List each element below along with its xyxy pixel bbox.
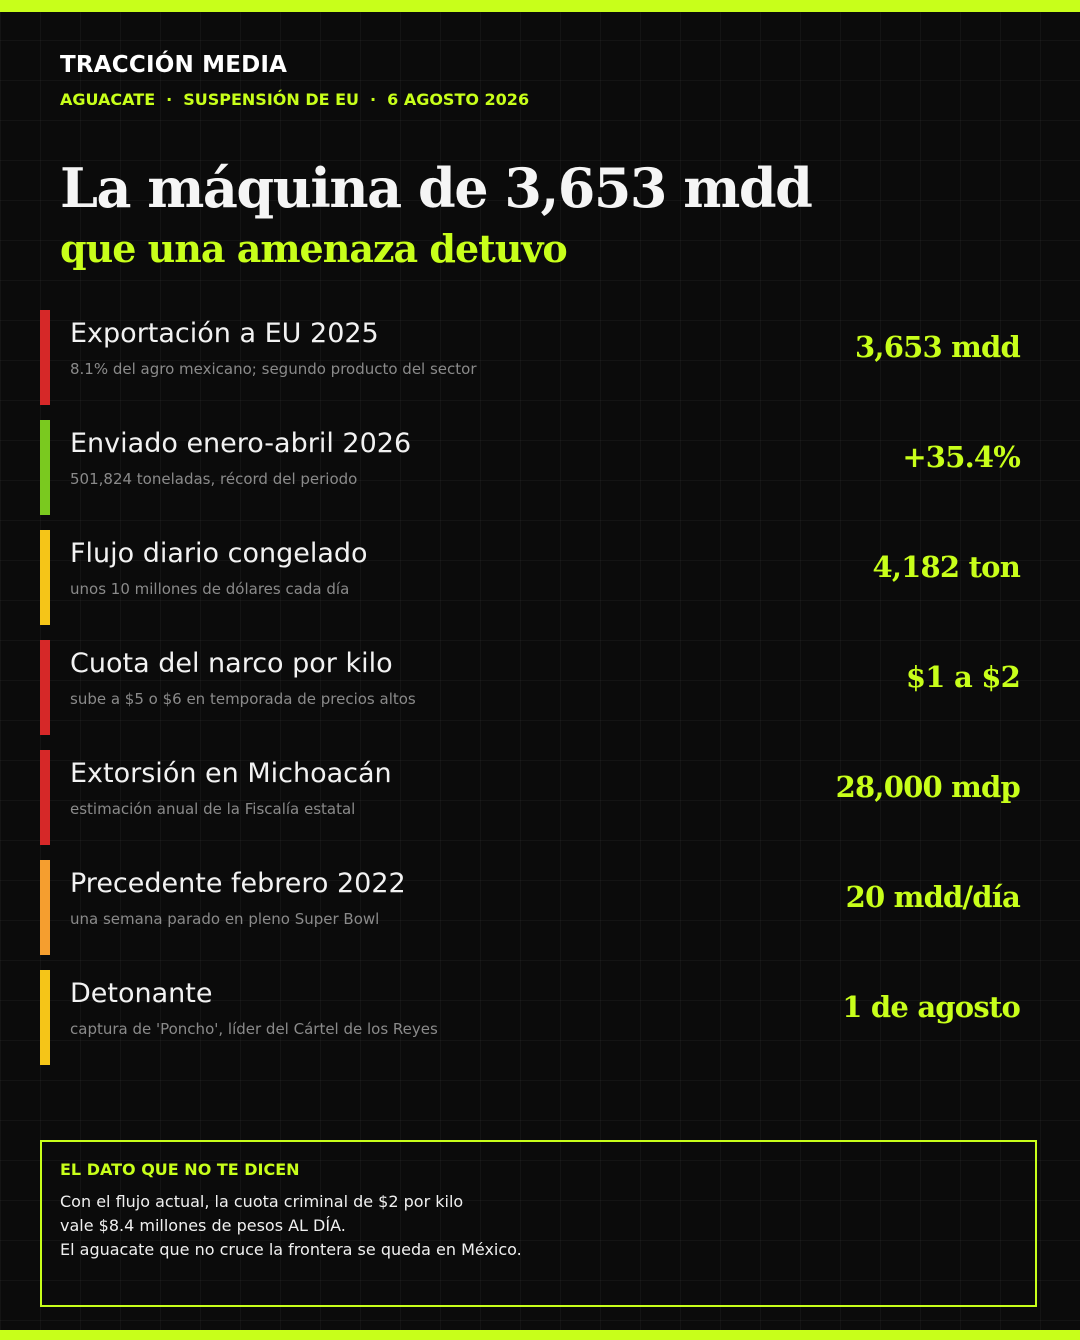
stat-accent-bar [40, 420, 50, 515]
stat-row [40, 640, 1020, 735]
tag-separator: · [370, 90, 377, 109]
stat-label: Flujo diario congelado [70, 538, 368, 569]
stat-label: Exportación a EU 2025 [70, 318, 379, 349]
stat-accent-bar [40, 310, 50, 405]
stat-accent-bar [40, 860, 50, 955]
stat-row [40, 860, 1020, 955]
stat-value: 1 de agosto [842, 990, 1020, 1024]
callout-title: EL DATO QUE NO TE DICEN [60, 1160, 300, 1179]
callout-line: vale $8.4 millones de pesos AL DÍA. [60, 1216, 346, 1235]
stat-note: captura de 'Poncho', líder del Cártel de los Reyes [70, 1020, 438, 1038]
stat-label: Extorsión en Michoacán [70, 758, 392, 789]
stat-note: 501,824 toneladas, récord del periodo [70, 470, 358, 488]
stat-note: 8.1% del agro mexicano; segundo producto del sector [70, 360, 477, 378]
stat-note: estimación anual de la Fiscalía estatal [70, 800, 356, 818]
stat-note: sube a $5 o $6 en temporada de precios altos [70, 690, 416, 708]
subheadline: que una amenaza detuvo [60, 226, 567, 271]
callout-box [40, 1140, 1037, 1307]
stat-accent-bar [40, 530, 50, 625]
stat-value: 20 mdd/día [845, 880, 1020, 914]
stat-value: $1 a $2 [905, 660, 1020, 694]
tag-event: SUSPENSIÓN DE EU [183, 90, 360, 109]
tag-separator: · [166, 90, 173, 109]
stat-note: una semana parado en pleno Super Bowl [70, 910, 380, 928]
stat-row [40, 530, 1020, 625]
stat-row [40, 750, 1020, 845]
stat-value: 28,000 mdp [835, 770, 1020, 804]
callout-line: El aguacate que no cruce la frontera se queda en México. [60, 1240, 522, 1259]
top-accent-bar [0, 0, 1080, 12]
brand-name: TRACCIÓN MEDIA [60, 52, 288, 78]
stat-note: unos 10 millones de dólares cada día [70, 580, 350, 598]
callout-line: Con el flujo actual, la cuota criminal de $2 por kilo [60, 1192, 464, 1211]
tag-topic: AGUACATE [60, 90, 156, 109]
stat-value: 3,653 mdd [855, 330, 1020, 364]
stat-row [40, 420, 1020, 515]
tag-line [60, 90, 529, 109]
stat-list [40, 310, 1020, 1080]
tag-date: 6 AGOSTO 2026 [387, 90, 530, 109]
headline: La máquina de 3,653 mdd [60, 156, 812, 220]
stat-label: Precedente febrero 2022 [70, 868, 406, 899]
stat-value: 4,182 ton [872, 550, 1020, 584]
stat-accent-bar [40, 750, 50, 845]
stat-row [40, 970, 1020, 1065]
stat-label: Cuota del narco por kilo [70, 648, 393, 679]
stat-value: +35.4% [902, 440, 1020, 474]
stat-row [40, 310, 1020, 405]
bottom-accent-bar [0, 1330, 1080, 1340]
stat-accent-bar [40, 970, 50, 1065]
stat-label: Detonante [70, 978, 213, 1009]
stat-label: Enviado enero-abril 2026 [70, 428, 412, 459]
stat-accent-bar [40, 640, 50, 735]
